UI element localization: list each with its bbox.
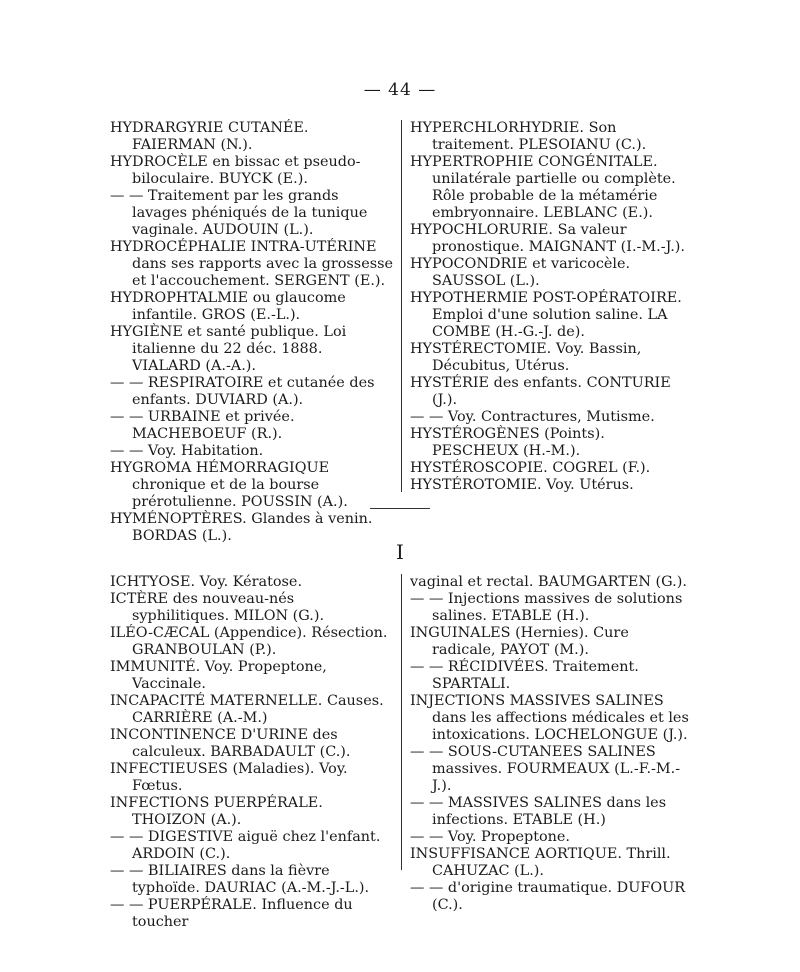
index-entry: HYDROCÈLE en bissac et pseudo-biloculaire. BUYCK (E.). [110, 154, 361, 187]
index-entry: — — Injections massives de solutions salines. ETABLE (H.). [410, 591, 683, 624]
index-entry: HYPOCHLORURIE. Sa valeur pronostique. MAIGNANT (I.-M.-J.). [410, 222, 685, 255]
index-entry: — — RESPIRATOIRE et cutanée des enfants. DUVIARD (A.). [110, 375, 375, 408]
index-entry: HYSTÉROSCOPIE. COGREL (F.). [410, 460, 651, 476]
index-entry: HYPOCONDRIE et varicocèle. SAUSSOL (L.). [410, 256, 631, 289]
index-column-bottom-right [410, 574, 695, 914]
index-entry: HYSTÉROTOMIE. Voy. Utérus. [410, 477, 634, 493]
index-entry: HYDROCÉPHALIE INTRA-UTÉRINE dans ses rapports avec la grossesse et l'accouchement. SERGENT (E.). [110, 239, 393, 289]
index-entry: — — d'origine traumatique. DUFOUR (C.). [410, 880, 686, 913]
index-entry: HYGROMA HÉMORRAGIQUE chronique et de la bourse prérotulienne. POUSSIN (A.). [110, 460, 348, 510]
index-entry: — — Voy. Propeptone. [410, 829, 571, 845]
index-entry: ILÉO-CÆCAL (Appendice). Résection. GRANBOULAN (P.). [110, 625, 388, 658]
index-entry: INGUINALES (Hernies). Cure radicale, PAYOT (M.). [410, 625, 629, 658]
index-entry: HYSTÉROGÈNES (Points). PESCHEUX (H.-M.). [410, 426, 605, 459]
index-column-bottom-left [110, 574, 395, 931]
index-entry: HYSTÉRIE des enfants. CONTURIE (J.). [410, 375, 671, 408]
column-divider-bottom [401, 574, 402, 870]
index-entry: — — Traitement par les grands lavages phéniqués de la tunique vaginale. AUDOUIN (L.). [110, 188, 368, 238]
index-entry: — — MASSIVES SALINES dans les infections. ETABLE (H.) [410, 795, 667, 828]
index-entry: HYPERTROPHIE CONGÉNITALE. unilatérale partielle ou complète. Rôle probable de la métamérie embryonnaire. LEBLANC (E.). [410, 154, 676, 221]
index-entry: INCAPACITÉ MATERNELLE. Causes. CARRIÈRE (A.-M.) [110, 693, 384, 726]
index-entry: INSUFFISANCE AORTIQUE. Thrill. CAHUZAC (L.). [410, 846, 671, 879]
index-entry: INJECTIONS MASSIVES SALINES dans les affections médicales et les intoxications. LOCHELONGUE (J.). [410, 693, 689, 743]
index-entry: — — SOUS-CUTANEES SALINES massives. FOURMEAUX (L.-F.-M.-J.). [410, 744, 681, 794]
index-entry: IMMUNITÉ. Voy. Propeptone, Vaccinale. [110, 659, 327, 692]
index-entry: — — Voy. Habitation. [110, 443, 264, 459]
index-entry: HYGIÈNE et santé publique. Loi italienne du 22 déc. 1888. VIALARD (A.-A.). [110, 324, 347, 374]
index-entry: HYDROPHTALMIE ou glaucome infantile. GROS (E.-L.). [110, 290, 346, 323]
index-entry: — — Voy. Contractures, Mutisme. [410, 409, 655, 425]
index-entry: ICHTYOSE. Voy. Kératose. [110, 574, 303, 590]
index-column-top-right [410, 120, 695, 494]
section-letter: I [396, 540, 404, 564]
column-divider-top [401, 120, 402, 492]
index-entry: INFECTIEUSES (Maladies). Voy. Fœtus. [110, 761, 348, 794]
index-entry: — — URBAINE et privée. MACHEBOEUF (R.). [110, 409, 295, 442]
index-entry: vaginal et rectal. BAUMGARTEN (G.). [410, 574, 687, 590]
index-entry: HYPERCHLORHYDRIE. Son traitement. PLESOIANU (C.). [410, 120, 647, 153]
index-entry: — — RÉCIDIVÉES. Traitement. SPARTALI. [410, 659, 639, 692]
index-entry: HYPOTHERMIE POST-OPÉRATOIRE. Emploi d'une solution saline. LA COMBE (H.-G.-J. de). [410, 290, 682, 340]
index-entry: HYDRARGYRIE CUTANÉE. FAIERMAN (N.). [110, 120, 309, 153]
index-entry: HYMÉNOPTÈRES. Glandes à venin. BORDAS (L.). [110, 511, 373, 544]
index-entry: — — PUERPÉRALE. Influence du toucher [110, 897, 353, 930]
index-entry: — — BILIAIRES dans la fièvre typhoïde. DAURIAC (A.-M.-J.-L.). [110, 863, 370, 896]
page-number: — 44 — [363, 80, 437, 100]
index-column-top-left [110, 120, 395, 545]
index-entry: — — DIGESTIVE aiguë chez l'enfant. ARDOIN (C.). [110, 829, 381, 862]
index-entry: HYSTÉRECTOMIE. Voy. Bassin, Décubitus, Utérus. [410, 341, 642, 374]
section-divider [370, 508, 430, 509]
index-entry: ICTÈRE des nouveau-nés syphilitiques. MILON (G.). [110, 591, 325, 624]
index-entry: INFECTIONS PUERPÉRALE. THOIZON (A.). [110, 795, 323, 828]
index-entry: INCONTINENCE D'URINE des calculeux. BARBADAULT (C.). [110, 727, 351, 760]
